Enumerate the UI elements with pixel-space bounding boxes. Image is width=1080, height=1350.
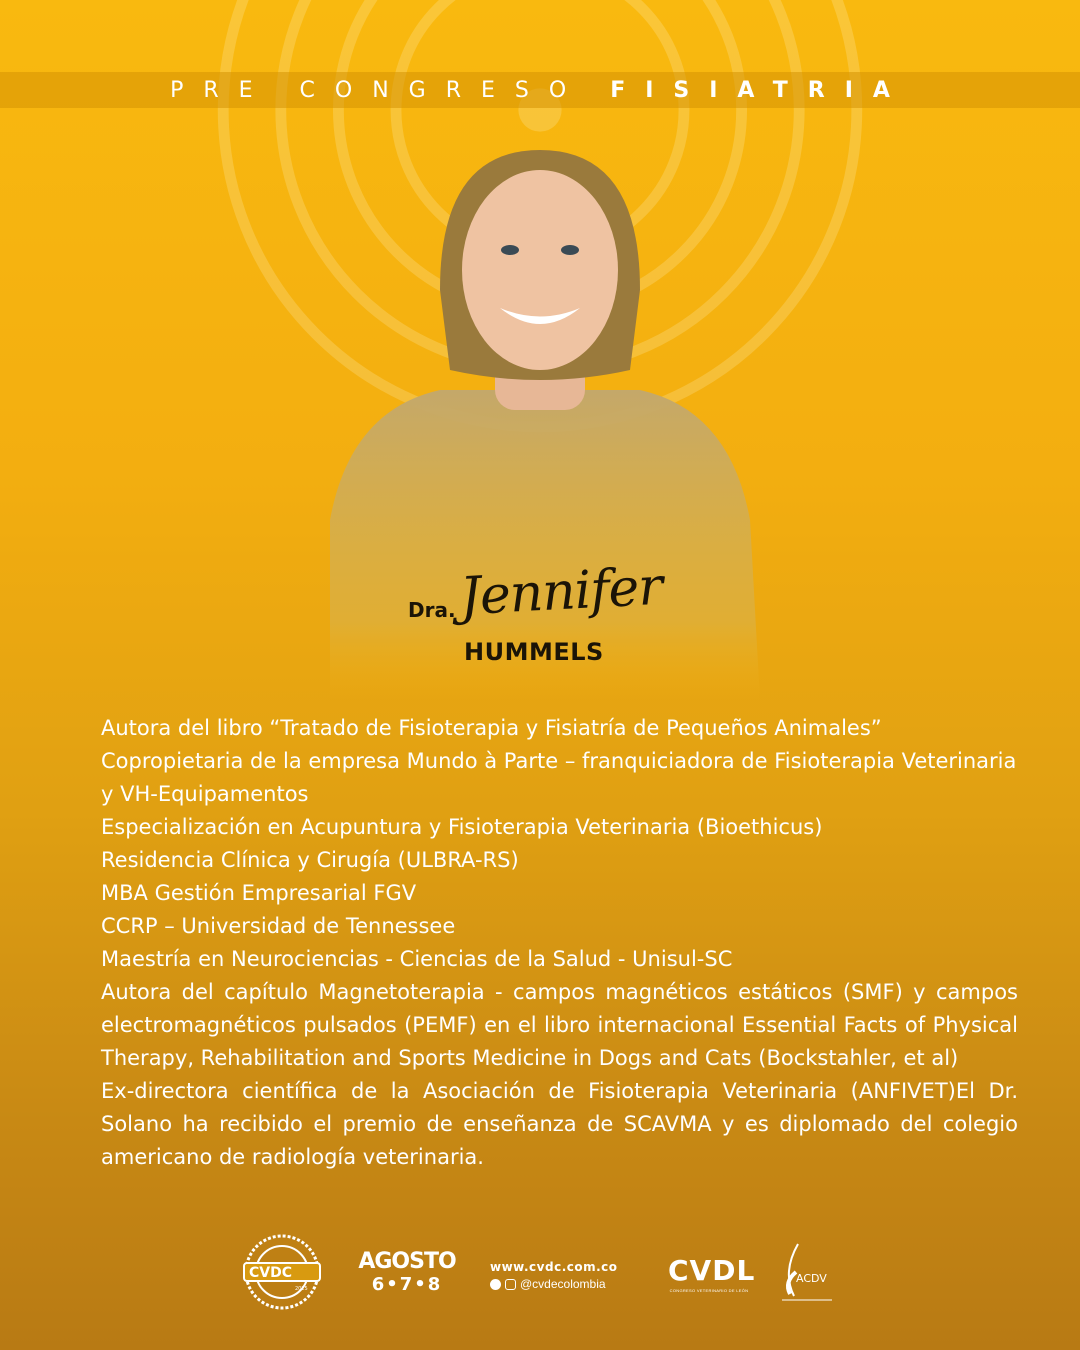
contact-info — [490, 1260, 640, 1291]
cvdl-logo-text: CVDL — [668, 1254, 756, 1287]
event-month: AGOSTO — [358, 1249, 456, 1274]
bio-item: Autora del libro “Tratado de Fisioterapia y Fisiatría de Pequeños Animales” — [101, 716, 882, 740]
bio-item: Residencia Clínica y Cirugía (ULBRA-RS) — [101, 848, 519, 872]
cvdl-logo — [668, 1254, 756, 1293]
bio-item: Copropietaria de la empresa Mundo à Parte – franquiciadora de Fisioterapia Veterinaria y VH-Equipamentos — [101, 749, 1017, 806]
facebook-icon[interactable] — [490, 1279, 501, 1290]
acdv-logo-text: ACDV — [796, 1272, 827, 1285]
event-header-band — [0, 72, 1080, 108]
speaker-name-block — [400, 556, 690, 690]
bio-item: Especialización en Acupuntura y Fisioterapia Veterinaria (Bioethicus) — [101, 815, 823, 839]
speaker-last-name: HUMMELS — [464, 638, 604, 666]
cvdc-logo-text: CVDC — [249, 1265, 293, 1281]
speaker-title: Dra. — [408, 598, 456, 622]
sponsor-footer — [0, 1232, 1080, 1312]
social-handle[interactable]: @cvdecolombia — [520, 1277, 606, 1291]
event-dates — [354, 1250, 460, 1296]
speaker-first-name-signature: Jennifer — [458, 556, 664, 628]
instagram-icon[interactable] — [505, 1279, 516, 1290]
bio-item: Maestría en Neurociencias - Ciencias de la Salud - Unisul-SC — [101, 947, 733, 971]
speaker-bio-list — [101, 712, 1018, 1174]
acdv-logo — [776, 1242, 838, 1302]
website-link[interactable]: www.cvdc.com.co — [490, 1260, 618, 1274]
cvdl-logo-subtitle: CONGRESO VETERINARIO DE LEÓN — [669, 1288, 749, 1293]
bio-item: CCRP – Universidad de Tennessee — [101, 914, 456, 938]
social-row — [490, 1277, 640, 1291]
bio-item: Autora del capítulo Magnetoterapia - campos magnéticos estáticos (SMF) y campos electromagnéticos pulsados (PEMF) en el libro internacional Essential Facts of Physical Therapy, Rehabilitation and Sports Medicine in Dogs and Cats (Bockstahler, et al) — [101, 980, 1018, 1070]
bio-item: Ex-directora científica de la Asociación de Fisioterapia Veterinaria (ANFIVET)El Dr. Solano ha recibido el premio de enseñanza de SCAVMA y es diplomado del colegio americano de radiología veterinaria. — [101, 1079, 1018, 1169]
event-days: 6•7•8 — [371, 1274, 443, 1295]
cvdc-logo-year: 2025 — [295, 1286, 308, 1292]
bio-item: MBA Gestión Empresarial FGV — [101, 881, 417, 905]
header-pre-text: PRE CONGRESO — [170, 77, 587, 103]
cvdc-logo — [242, 1232, 322, 1312]
header-strong-text: FISIATRIA — [610, 77, 910, 103]
